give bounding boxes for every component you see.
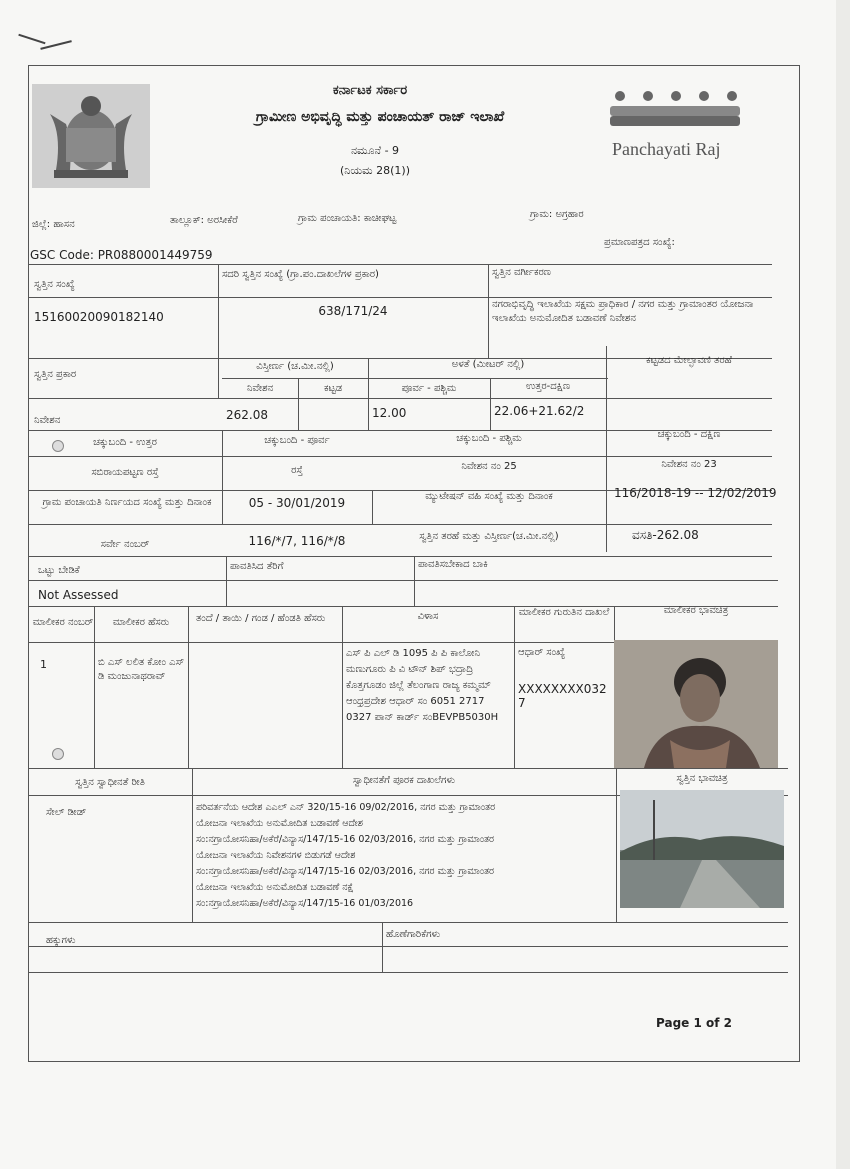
- boundary-west: ನಿವೇಶನ ನಂ 25: [461, 461, 517, 472]
- village: ಗ್ರಾಮ: ಅಗ್ರಹಾರ: [530, 209, 584, 220]
- h-acquisition-mode: ಸ್ವತ್ತಿನ ಸ್ವಾಧೀನತೆ ರೀತಿ: [75, 777, 145, 788]
- owner-number: 1: [40, 658, 47, 671]
- doc-line: ಸಂ:ನಗ್ರಾಯೋಸನಿಹಾ/ಅಕೆರೆ/ವಿನ್ಯಾಸ/147/15-16 02/03/2016, ನಗರ ಮತ್ತು ಗ್ರಾಮಾಂತರ: [196, 834, 495, 845]
- doc-line: ಯೋಜನಾ ಇಲಾಖೆಯ ಅನುಮೋದಿತ ಬಡಾವಣೆ ಆದೇಶ: [196, 818, 363, 829]
- old-number: 638/171/24: [318, 304, 388, 318]
- property-usage: ವಸತಿ-262.08: [632, 528, 699, 542]
- form-rule: (ನಿಯಮ 28(1)): [339, 164, 411, 177]
- h-property-type: ಸ್ವತ್ತಿನ ಪ್ರಕಾರ: [34, 369, 77, 380]
- owner-id-label: ಆಧಾರ್ ಸಂಖ್ಯೆ: [518, 647, 566, 658]
- doc-line: ಯೋಜನಾ ಇಲಾಖೆಯ ನಿವೇಶನಗಳ ಬಿಡುಗಡೆ ಆದೇಶ: [196, 850, 356, 861]
- doc-line: ಸಂ:ನಗ್ರಾಯೋಸನಿಹಾ/ಅಕೆರೆ/ವಿನ್ಯಾಸ/147/15-16 02/03/2016, ನಗರ ಮತ್ತು ಗ್ರಾಮಾಂತರ: [196, 866, 495, 877]
- h-measurement: ಅಳತೆ (ಮೀಟರ್ ನಲ್ಲಿ): [451, 359, 525, 370]
- h-property-usage: ಸ್ವತ್ತಿನ ತರಹೆ ಮತ್ತು ವಿಸ್ತೀರ್ಣ(ಚ.ಮೀ.ನಲ್ಲಿ): [419, 531, 559, 542]
- h-boundary-south: ಚಕ್ಕುಬಂದಿ - ದಕ್ಷಿಣ: [657, 429, 721, 440]
- h-liabilities: ಹೊಣೆಗಾರಿಕೆಗಳು: [386, 929, 441, 940]
- h-relative-name: ತಂದೆ / ತಾಯಿ / ಗಂಡ / ಹೆಂಡತಿ ಹೆಸರು: [196, 613, 326, 624]
- h-boundary-north: ಚಕ್ಕುಬಂದಿ - ಉತ್ತರ: [93, 437, 157, 448]
- scan-edge: [836, 0, 850, 1169]
- h-building-roof: ಕಟ್ಟಡದ ಮೇಲ್ಛಾವಣಿ ತರಹೆ: [646, 355, 732, 366]
- h-owner-photo: ಮಾಲೀಕರ ಭಾವಚಿತ್ರ: [663, 605, 729, 616]
- h-address: ವಿಳಾಸ: [417, 611, 439, 622]
- h-classification: ಸ್ವತ್ತಿನ ವರ್ಗೀಕರಣ: [492, 267, 551, 278]
- h-boundary-west: ಚಕ್ಕುಬಂದಿ - ಪಶ್ಚಿಮ: [456, 433, 522, 444]
- doc-line: ಯೋಜನಾ ಇಲಾಖೆಯ ಅನುಮೋದಿತ ಬಡಾವಣೆ ನಕ್ಷೆ: [196, 882, 354, 893]
- pen-mark: [18, 34, 45, 44]
- h-old-number: ಸದರಿ ಸ್ವತ್ತಿನ ಸಂಖ್ಯೆ (ಗ್ರಾ.ಪಂ.ದಾಖಲೆಗಳ ಪ್ರಕಾರ): [222, 269, 379, 280]
- h-site: ನಿವೇಶನ: [246, 383, 274, 394]
- h-property-number: ಸ್ವತ್ತಿನ ಸಂಖ್ಯೆ: [34, 279, 75, 290]
- h-gp-resolution: ಗ್ರಾಮ ಪಂಚಾಯತಿ ನಿರ್ಣಯದ ಸಂಖ್ಯೆ ಮತ್ತು ದಿನಾಂಕ: [42, 497, 212, 508]
- classification: ನಗರಾಭಿವೃದ್ಧಿ ಇಲಾಖೆಯ ಸಕ್ಷಮ ಪ್ರಾಧಿಕಾರ / ನಗರ ಮತ್ತು ಗ್ರಾಮಾಂತರ ಯೋಜನಾ ಇಲಾಖೆಯ ಅನುಮೋದಿತ ಬಡಾವಣೆ ನಿವೇಶನ: [492, 299, 754, 324]
- doc-line: ಸಂ:ನಗ್ರಾಯೋಸನಿಹಾ/ಅಕೆರೆ/ವಿನ್ಯಾಸ/147/15-16 01/03/2016: [196, 898, 414, 909]
- property-number: 15160020090182140: [34, 310, 164, 324]
- mutation: 116/2018-19 -- 12/02/2019: [614, 486, 777, 500]
- survey-number: 116/*/7, 116/*/8: [248, 534, 346, 548]
- boundary-east: ರಸ್ತೆ: [291, 465, 303, 476]
- property-photo: [620, 790, 784, 908]
- h-owner-number: ಮಾಲೀಕರ ನಂಬರ್: [32, 617, 94, 628]
- page-number: Page 1 of 2: [656, 1016, 732, 1030]
- karnataka-emblem-icon: [32, 84, 150, 188]
- h-survey-number: ಸರ್ವೇ ನಂಬರ್: [100, 539, 150, 550]
- logo-text: Panchayati Raj: [612, 139, 721, 159]
- h-total-demand: ಒಟ್ಟು ಬೇಡಿಕೆ: [38, 565, 80, 576]
- people-logo-icon: [606, 86, 746, 132]
- certificate-number: ಪ್ರಮಾಣಪತ್ರದ ಸಂಖ್ಯೆ:: [604, 237, 675, 248]
- total-demand: Not Assessed: [38, 588, 119, 602]
- owner-name: ಬಿ ಎಸ್ ಲಲಿತ ಕೋಂ ಎಸ್ ಡಿ ಮಂಜುನಾಥರಾವ್: [98, 657, 185, 682]
- boundary-north: ಸಬಿರಾಯಪಟ್ಟಣ ರಸ್ತೆ: [91, 467, 159, 478]
- owner-address: ಎಸ್ ಪಿ ಎಲ್ ಡಿ 1095 ಪಿ ಪಿ ಕಾಲೋನಿ ಮಣುಗೂರು ಪಿ ವಿ ಟೌನ್ ಶಿಪ್ ಭದ್ರಾದ್ರಿ ಕೊತ್ತಗೂಡಂ ಜಿಲ್ಲೆ ತೆಲಂಗಾಣ ರಾಜ್ಯ ಕಮ್ಮಮ್ ಆಂಧ್ರಪ್ರದೇಶ ಆಧಾರ್ ಸಂ 6051 2717 0327 ಪಾನ್ ಕಾರ್ಡ್ ಸಂBEVPB5030H: [346, 648, 499, 723]
- form-number: ನಮೂನೆ - 9: [350, 144, 400, 157]
- east-west-length: 12.00: [372, 406, 407, 420]
- gsc-code: GSC Code: PR0880001449759: [30, 248, 213, 262]
- panchayati-raj-logo: [606, 86, 746, 166]
- boundary-south: ನಿವೇಶನ ನಂ 23: [661, 459, 717, 470]
- gp-resolution: 05 - 30/01/2019: [248, 496, 346, 510]
- h-mutation: ಮ್ಯುಟೇಷನ್ ವಹಿ ಸಂಖ್ಯೆ ಮತ್ತು ದಿನಾಂಕ: [425, 491, 553, 502]
- h-building: ಕಟ್ಟಡ: [323, 383, 343, 394]
- h-boundary-east: ಚಕ್ಕುಬಂದಿ - ಪೂರ್ವ: [264, 435, 330, 446]
- acquisition-mode: ಸೇಲ್ ಡೀಡ್: [46, 807, 87, 818]
- taluk: ತಾಲ್ಲೂಕ್: ಅರಸೀಕೆರೆ: [170, 215, 238, 226]
- doc-line: ಪರಿವರ್ತನೆಯ ಆದೇಶ ಎಎಲ್ ಎನ್ 320/15-16 09/02/2016, ನಗರ ಮತ್ತು ಗ್ರಾಮಾಂತರ: [196, 802, 496, 813]
- h-property-photo: ಸ್ವತ್ತಿನ ಭಾವಚಿತ್ರ: [676, 773, 728, 784]
- owner-id-number: XXXXXXXX0327: [518, 682, 607, 710]
- h-rights: ಹಕ್ಕುಗಳು: [46, 935, 76, 946]
- header-govt: ಕರ್ನಾಟಕ ಸರ್ಕಾರ: [332, 83, 408, 98]
- gram-panchayat: ಗ್ರಾಮ ಪಂಚಾಯತಿ: ಕಾಚೀಘಟ್ಟ: [298, 213, 397, 224]
- north-south-length: 22.06+21.62/2: [494, 404, 585, 418]
- h-east-west: ಪೂರ್ವ - ಪಶ್ಚಿಮ: [401, 383, 457, 394]
- h-tax-paid: ಪಾವತಿಸಿದ ತೆರಿಗೆ: [230, 561, 284, 572]
- header-dept: ಗ್ರಾಮೀಣ ಅಭಿವೃದ್ಧಿ ಮತ್ತು ಪಂಚಾಯತ್ ರಾಜ್ ಇಲಾಖೆ: [255, 109, 505, 125]
- h-north-south: ಉತ್ತರ-ದಕ್ಷಿಣ: [525, 381, 571, 392]
- h-tax-due: ಪಾವತಿಸಬೇಕಾದ ಬಾಕಿ: [418, 559, 488, 570]
- district: ಜಿಲ್ಲೆ: ಹಾಸನ: [32, 219, 75, 230]
- property-type: ನಿವೇಶನ: [34, 415, 61, 426]
- h-supporting-docs: ಸ್ವಾಧೀನತೆಗೆ ಪೂರಕ ದಾಖಲೆಗಳು: [352, 775, 456, 786]
- owner-photo: [614, 640, 778, 768]
- h-owner-id: ಮಾಲೀಕರ ಗುರುತಿನ ದಾಖಲೆ: [518, 607, 610, 618]
- h-owner-name: ಮಾಲೀಕರ ಹೆಸರು: [112, 617, 170, 628]
- site-area: 262.08: [226, 408, 268, 422]
- h-area: ವಿಸ್ತೀರ್ಣ (ಚ.ಮೀ.ನಲ್ಲಿ): [256, 361, 334, 372]
